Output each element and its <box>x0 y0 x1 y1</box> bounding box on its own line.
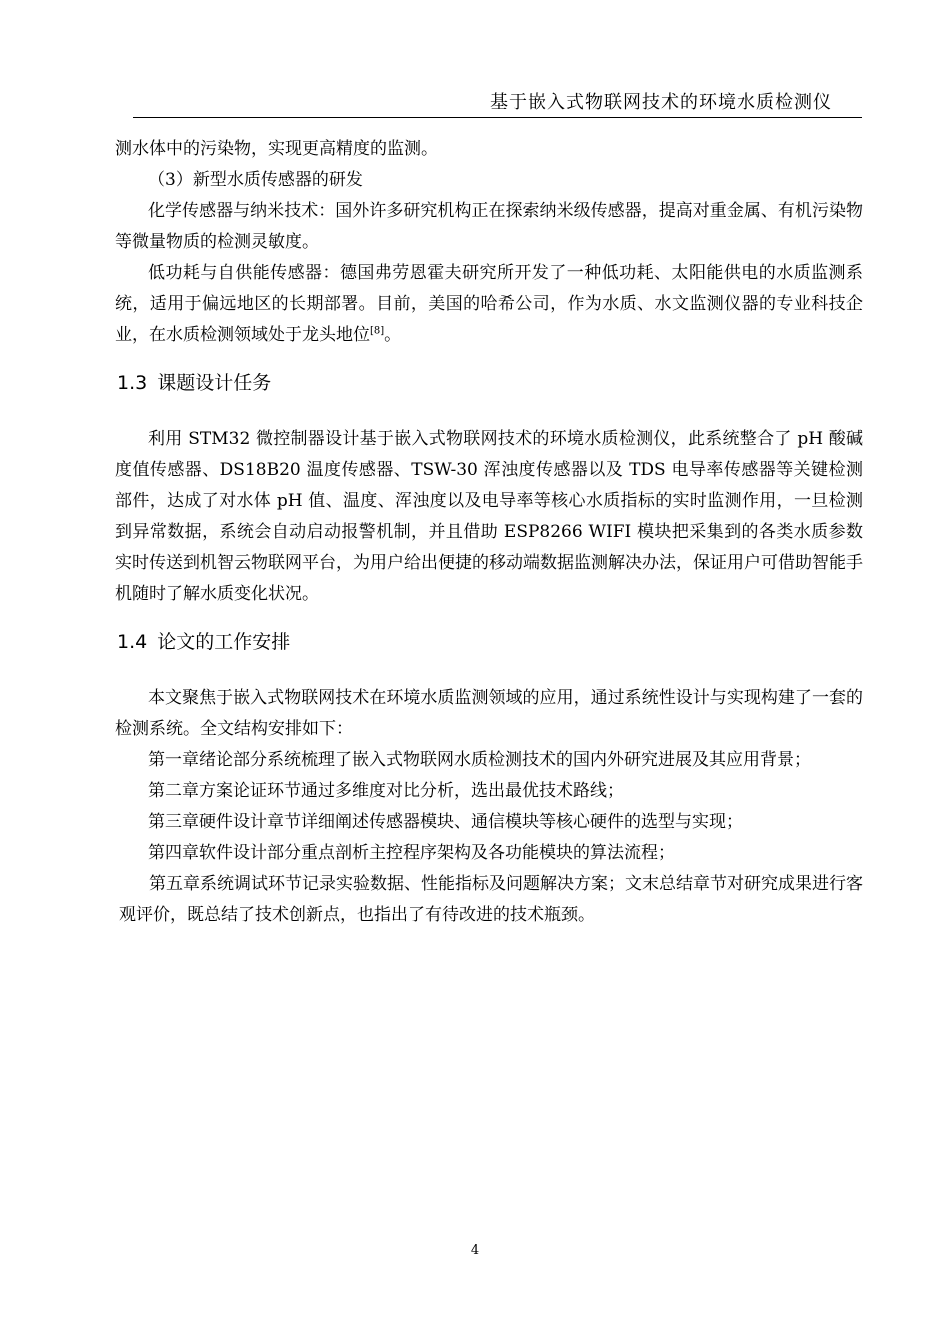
paragraph-continued: 测水体中的污染物，实现更高精度的监测。 <box>115 139 438 159</box>
chapter-5-block <box>115 869 863 931</box>
chapter-3-summary: 第三章硬件设计章节详细阐述传感器模块、通信模块等核心硬件的选型与实现； <box>148 812 743 832</box>
header-rule <box>133 117 862 118</box>
page-number: 4 <box>470 1243 480 1258</box>
chapter-4-summary: 第四章软件设计部分重点剖析主控程序架构及各功能模块的算法流程； <box>148 843 675 863</box>
paragraph-work-overview: 本文聚焦于嵌入式物联网技术在环境水质监测领域的应用，通过系统性设计与实现构建了一套的检测系统。全文结构安排如下： <box>115 688 863 739</box>
section-number: 1.3 <box>117 372 148 394</box>
section-heading-1-3 <box>115 351 863 416</box>
chapter-1-summary: 第一章绪论部分系统梳理了嵌入式物联网水质检测技术的国内外研究进展及其应用背景； <box>148 750 811 770</box>
chapter-5-summary: 第五章系统调试环节记录实验数据、性能指标及问题解决方案；文末总结章节对研究成果进行客观评价，既总结了技术创新点，也指出了有待改进的技术瓶颈。 <box>119 874 863 925</box>
chapter-2-summary: 第二章方案论证环节通过多维度对比分析，选出最优技术路线； <box>148 781 624 801</box>
section-number: 1.4 <box>117 631 148 653</box>
page-body <box>115 134 863 931</box>
paragraph-low-power-text: 低功耗与自供能传感器：德国弗劳恩霍夫研究所开发了一种低功耗、太阳能供电的水质监测系统，适用于偏远地区的长期部署。目前，美国的哈希公司，作为水质、水文监测仪器的专业科技企业，在水质检测领域处于龙头地位 <box>115 263 863 345</box>
paragraph-low-power-sensors <box>115 258 863 351</box>
subsection-heading-new-sensors: （3）新型水质传感器的研发 <box>148 170 363 190</box>
citation-ref: [8] <box>370 325 385 337</box>
section-title: 课题设计任务 <box>157 372 272 394</box>
section-heading-1-4 <box>115 610 863 675</box>
paragraph-end-mark: 。 <box>384 325 402 345</box>
section-title: 论文的工作安排 <box>157 631 291 653</box>
running-header-title: 基于嵌入式物联网技术的环境水质检测仪 <box>490 92 832 113</box>
paragraph-chemical-sensors: 化学传感器与纳米技术：国外许多研究机构正在探索纳米级传感器，提高对重金属、有机污染物等微量物质的检测灵敏度。 <box>115 201 863 252</box>
paragraph-design-task: 利用 STM32 微控制器设计基于嵌入式物联网技术的环境水质检测仪，此系统整合了 pH 酸碱度值传感器、DS18B20 温度传感器、TSW-30 浑浊度传感器以及 TDS 电导率传感器等关键检测部件，达成了对水体 pH 值、温度、浑浊度以及电导率等核心水质指标的实时监测作用，一旦检测到异常数据，系统会自动启动报警机制，并且借助 ESP8266 WIFI 模块把采集到的各类水质参数实时传送到机智云物联网平台，为用户给出便捷的移动端数据监测解决办法，保证用户可借助智能手机随时了解水质变化状况。 <box>115 429 863 604</box>
